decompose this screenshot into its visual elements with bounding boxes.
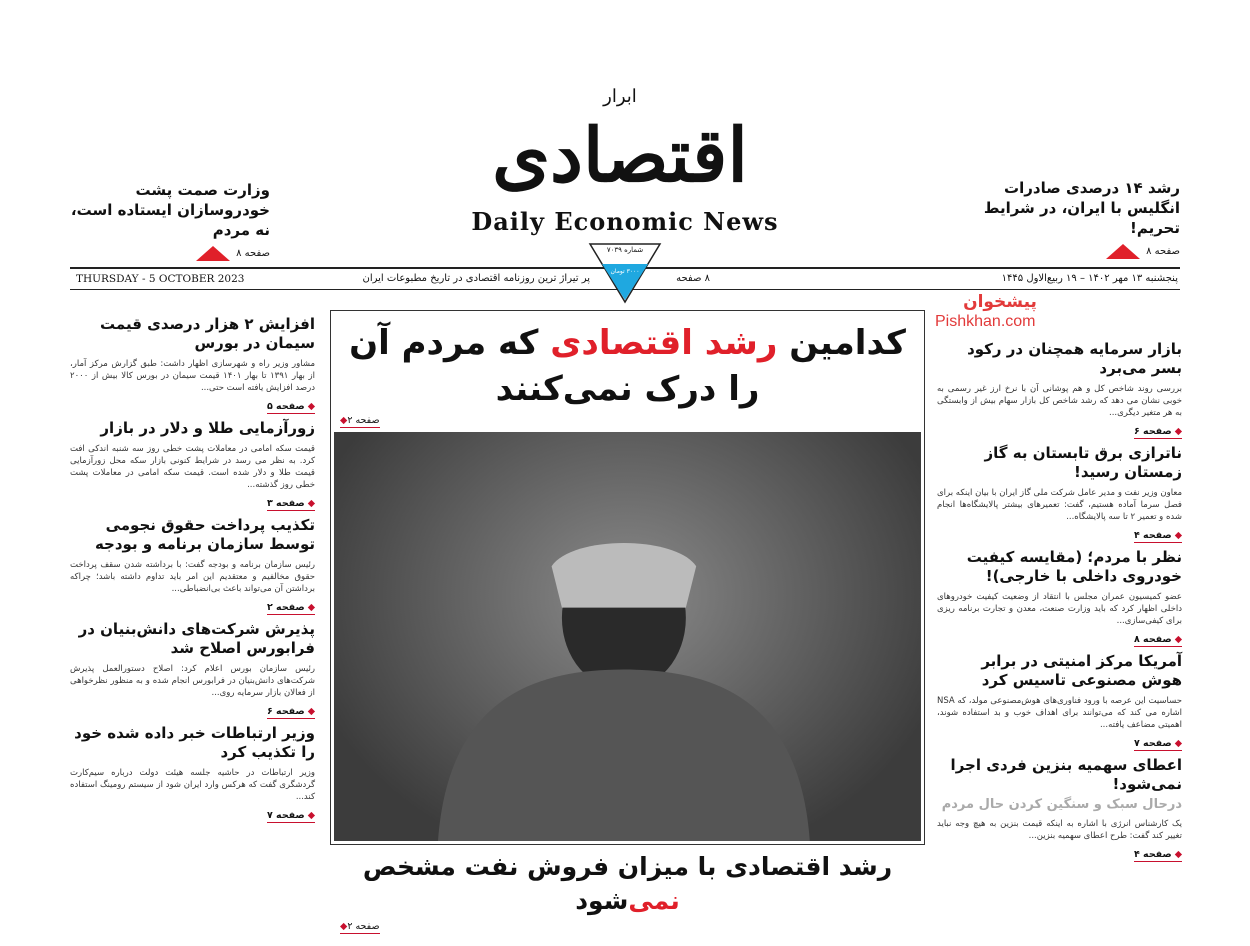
story-title: ناترازی برق تابستان به گاز زمستان رسید! bbox=[984, 444, 1182, 481]
story-left[interactable] bbox=[70, 620, 315, 719]
story-body: یک کارشناس انرژی با اشاره به اینکه قیمت بنزین به هیچ وجه نباید تغییر کند گفت: طرح اعطای سهمیه بنزین... bbox=[937, 819, 1182, 841]
story-body: بررسی روند شاخص کل و هم پوشانی آن با نرخ ارز غیر رسمی به خوبی نشان می دهد که رشد شاخص کل بازار سهام بیش از وابستگی به هر متغیر دیگری... bbox=[937, 384, 1182, 418]
diamond-icon: ◆ bbox=[307, 602, 315, 613]
date-en: THURSDAY - 5 OCTOBER 2023 bbox=[76, 273, 245, 285]
story-right[interactable] bbox=[937, 548, 1182, 647]
diamond-icon: ◆ bbox=[307, 498, 315, 509]
story-body: حساسیت این عرصه با ورود فناوری‌های هوش‌مصنوعی مولد، که NSA اشاره می کند که می‌توانند برای اهداف خوب و بد استفاده شوند، اهمیتی مضاعف یافته... bbox=[937, 696, 1182, 730]
story-right[interactable] bbox=[937, 444, 1182, 543]
story-left[interactable] bbox=[70, 419, 315, 511]
diamond-icon: ◆ bbox=[307, 401, 315, 412]
story-page-link[interactable]: ◆صفحه ۳ bbox=[266, 498, 315, 509]
man-silhouette bbox=[334, 432, 921, 841]
masthead-logo-fa: اقتصادی bbox=[492, 113, 748, 199]
story-right[interactable] bbox=[937, 340, 1182, 439]
diamond-icon: ◆ bbox=[340, 921, 348, 932]
story-page-link[interactable]: ◆صفحه ۵ bbox=[266, 401, 315, 412]
story-title: پذیرش شرکت‌های دانش‌بنیان در فرابورس اصلاح شد bbox=[78, 620, 315, 657]
story-title: تکذیب پرداخت حقوق نجومی توسط سازمان برنامه و بودجه bbox=[94, 516, 315, 553]
diamond-icon: ◆ bbox=[340, 415, 348, 426]
story-page-link[interactable]: ◆صفحه ۲ bbox=[266, 602, 315, 613]
issue-number: شماره ۷۰۳۹ bbox=[606, 246, 644, 254]
triangle-icon bbox=[196, 246, 230, 261]
story-left[interactable] bbox=[70, 516, 315, 615]
main-page-link[interactable]: صفحه ۲◆ bbox=[340, 415, 380, 426]
story-body: وزیر ارتباطات در حاشیه جلسه هیئت دولت درباره سیم‌کارت گردشگری گفت که هرکس وارد ایران شود از سیستم رومینگ استفاده کند... bbox=[70, 768, 315, 802]
story-body: رئیس سازمان برنامه و بودجه گفت: با برداشته شدن سقف پرداخت حقوق مخالفیم و معتقدیم این امر باید تداوم داشته باشد؛ چراکه برداشتن آن می‌تواند باعث بی‌انضباطی... bbox=[70, 560, 315, 594]
story-body: رئیس سازمان بورس اعلام کرد: اصلاح دستورالعمل پذیرش شرکت‌های دانش‌بنیان در فرابورس انجام شده و به منظور نظرخواهی از فعالان بازار سرمایه روی... bbox=[70, 664, 315, 698]
story-page-link[interactable]: ◆صفحه ۴ bbox=[1133, 849, 1182, 860]
sub-page-link[interactable]: صفحه ۲◆ bbox=[340, 921, 380, 932]
masthead-logo-small: ابرار bbox=[603, 86, 637, 107]
teaser-page: صفحه ۸ bbox=[70, 246, 270, 261]
diamond-icon: ◆ bbox=[1174, 530, 1182, 541]
diamond-icon: ◆ bbox=[1174, 849, 1182, 860]
story-page-link[interactable]: ◆صفحه ۷ bbox=[1133, 738, 1182, 749]
story-right[interactable] bbox=[937, 652, 1182, 751]
story-body: عضو کمیسیون عمران مجلس با انتقاد از وضعیت کیفیت خودروهای داخلی اظهار کرد که باید وزارت صنعت، معدن و تجارت برنامه ریزی برای کیفی‌سازی... bbox=[937, 592, 1182, 626]
main-headline: کدامین رشد اقتصادی که مردم آن را درک نمی‌کنند bbox=[349, 323, 906, 409]
story-page-link[interactable]: ◆صفحه ۴ bbox=[1133, 530, 1182, 541]
slogan: پر تیراژ ترین روزنامه اقتصادی در تاریخ مطبوعات ایران bbox=[362, 273, 590, 284]
masthead-logo-en: Daily Economic News bbox=[471, 207, 779, 236]
teaser-page: صفحه ۸ bbox=[950, 244, 1180, 259]
story-page-link[interactable]: ◆صفحه ۶ bbox=[266, 706, 315, 717]
story-title: وزیر ارتباطات خبر داده شده خود را تکذیب کرد bbox=[74, 724, 315, 761]
left-column bbox=[70, 315, 315, 823]
top-teaser-left[interactable] bbox=[70, 180, 270, 261]
story-title: نظر با مردم؛ (مقایسه کیفیت خودروی داخلی با خارجی)! bbox=[966, 548, 1182, 585]
story-left[interactable] bbox=[70, 315, 315, 414]
diamond-icon: ◆ bbox=[307, 810, 315, 821]
teaser-title: رشد ۱۴ درصدی صادرات انگلیس با ایران، در شرایط تحریم! bbox=[983, 179, 1180, 237]
date-fa: پنجشنبه ۱۳ مهر ۱۴۰۲ – ۱۹ ربیع‌الاول ۱۴۴۵ bbox=[1001, 273, 1178, 284]
diamond-icon: ◆ bbox=[1174, 738, 1182, 749]
story-page-link[interactable]: ◆صفحه ۸ bbox=[1133, 634, 1182, 645]
main-story[interactable] bbox=[330, 310, 925, 845]
top-teaser-right[interactable] bbox=[950, 178, 1180, 259]
story-right[interactable] bbox=[937, 756, 1182, 862]
story-page-link[interactable]: ◆صفحه ۶ bbox=[1133, 426, 1182, 437]
diamond-icon: ◆ bbox=[1174, 426, 1182, 437]
diamond-icon: ◆ bbox=[1174, 634, 1182, 645]
diamond-icon: ◆ bbox=[307, 706, 315, 717]
secondary-headline[interactable]: رشد اقتصادی با میزان فروش نفت مشخص نمی‌شود صفحه ۲◆ bbox=[340, 852, 893, 932]
story-page-link[interactable]: ◆صفحه ۷ bbox=[266, 810, 315, 821]
triangle-icon bbox=[1106, 244, 1140, 259]
story-subtitle: درحال سبک و سنگین کردن حال مردم bbox=[941, 797, 1182, 812]
story-body: قیمت سکه امامی در معاملات پشت خطی روز سه شنبه اندکی افت کرد. به نظر می رسد در شرایط کنونی بازار سکه محل زورآزمایی قیمت طلا و دلار شده است. قیمت سکه امامی در معاملات پشت خطی روز گذشته... bbox=[70, 444, 315, 490]
story-title: افزایش ۲ هزار درصدی قیمت سیمان در بورس bbox=[100, 315, 315, 352]
story-title: زورآزمایی طلا و دلار در بازار bbox=[100, 419, 315, 437]
story-left[interactable] bbox=[70, 724, 315, 823]
story-title: اعطای سهمیه بنزین فردی اجرا نمی‌شود! bbox=[950, 756, 1182, 793]
page-count: ۸ صفحه bbox=[676, 273, 710, 284]
right-column bbox=[937, 340, 1182, 862]
story-title: آمریکا مرکز امنیتی در برابر هوش مصنوعی تاسیس کرد bbox=[981, 652, 1182, 689]
story-title: بازار سرمایه همچنان در رکود بسر می‌برد bbox=[967, 340, 1182, 377]
issue-price: ۳۰۰۰ تومان bbox=[610, 268, 640, 275]
main-photo-blackboard bbox=[334, 432, 921, 841]
story-body: معاون وزیر نفت و مدیر عامل شرکت ملی گاز ایران با بیان اینکه برای فصل سرما آماده هستیم، گفت: تعمیرهای بیشتر پالایشگاه‌ها انجام شده و تعمیر ۲ تا سه پالایشگاه... bbox=[937, 488, 1182, 522]
pishkhan-watermark: پیشخوان Pishkhan.com bbox=[935, 292, 1037, 330]
teaser-title: وزارت صمت پشت خودروسازان ایستاده است، نه مردم bbox=[70, 181, 270, 239]
story-body: مشاور وزیر راه و شهرسازی اظهار داشت: طبق گزارش مرکز آمار، از بهار ۱۳۹۱ تا بهار ۱۴۰۱ قیمت سیمان در بورس کالا بیش از ۲۰۰۰ درصد افزایش یافته است حتی... bbox=[70, 359, 315, 393]
